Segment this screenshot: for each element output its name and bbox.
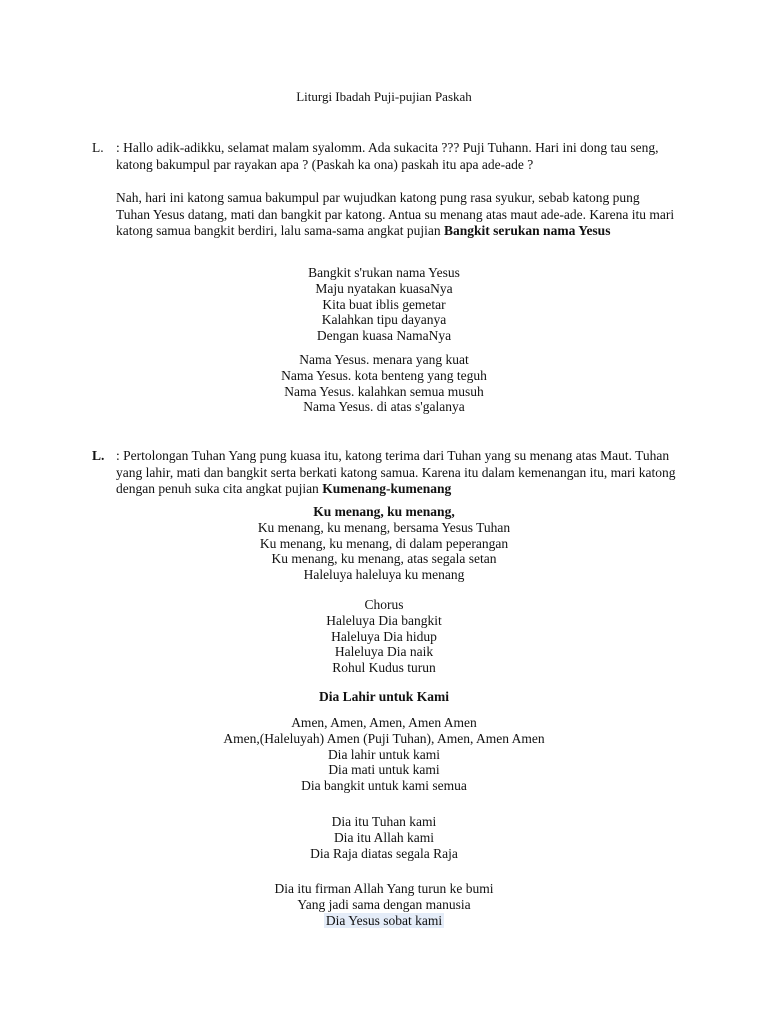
paragraph-text: : Pertolongan Tuhan Yang pung kuasa itu, katong terima dari Tuhan yang su menang atas Maut. Tuhan yang lahir, mati dan bangkit serta berkati katong samua. Karena itu dalam kemenangan itu, mari katong dengan penuh suka cita angkat pujian [116, 448, 676, 496]
lyric-line: Dia itu Allah kami [333, 829, 435, 845]
highlighted-text[interactable]: Dia Yesus sobat kami [325, 912, 443, 928]
lyric-line: Ku menang, ku menang, bersama Yesus Tuhan [257, 519, 511, 535]
lyric-line: Dia mati untuk kami [328, 762, 440, 778]
song-reference: Bangkit serukan nama Yesus [444, 223, 611, 238]
song1-refrain [0, 352, 768, 415]
song-title: Ku menang, ku menang, [313, 504, 455, 519]
lyric-line: Dia itu firman Allah Yang turun ke bumi [274, 881, 494, 896]
lyric-line: Yang jadi sama dengan manusia [297, 896, 471, 912]
leader-paragraph-1: : Hallo adik-adikku, selamat malam syalomm. Ada sukacita ??? Puji Tuhann. Hari ini dong tau seng, katong bakumpul par rayakan apa ? (Paskah ka ona) paskah itu apa ade-ade ? [116, 140, 659, 172]
song-title: Dia Lahir untuk Kami [319, 689, 449, 704]
song3-verse3 [0, 881, 768, 928]
lyric-line: Haleluya Dia naik [334, 644, 434, 660]
song3-title-block [0, 689, 768, 705]
lyric-line: Dia Raja diatas segala Raja [310, 845, 458, 861]
lyric-line: Nama Yesus. kota benteng yang teguh [281, 367, 487, 383]
lyric-line: Dia lahir untuk kami [327, 746, 441, 762]
leader-marker: L. [92, 448, 105, 463]
lyric-line: Ku menang, ku menang, di dalam peperangan [259, 535, 509, 551]
lyric-line: Ku menang, ku menang, atas segala setan [271, 551, 497, 567]
lyric-line: Kita buat iblis gemetar [322, 296, 446, 312]
lyric-line: Amen, Amen, Amen, Amen Amen [291, 715, 477, 730]
leader-paragraph-3 [116, 448, 676, 498]
song-reference: Kumenang-kumenang [322, 481, 452, 496]
page-title: Liturgi Ibadah Puji-pujian Paskah [296, 89, 472, 104]
leader-marker: L. [92, 140, 104, 155]
song1-verse [0, 265, 768, 344]
song2-verse [0, 504, 768, 583]
lyric-line: Dia bangkit untuk kami semua [301, 778, 467, 794]
lyric-line: Dengan kuasa NamaNya [316, 328, 452, 344]
lyric-line: Dia itu Tuhan kami [331, 814, 437, 829]
song3-verse1 [0, 715, 768, 794]
paragraph-text: Nah, hari ini katong samua bakumpul par wujudkan katong pung rasa syukur, sebab katong pung Tuhan Yesus datang, mati dan bangkit par katong. Antua su menang atas maut ade-ade. Karena itu mari katong samua bangkit berdiri, lalu sama-sama angkat pujian [116, 190, 675, 238]
lyric-line: Nama Yesus. di atas s'galanya [303, 399, 465, 415]
lyric-line: Kalahkan tipu dayanya [321, 312, 447, 328]
leader-paragraph-2 [116, 190, 676, 240]
lyric-line: Rohul Kudus turun [332, 660, 436, 676]
lyric-line: Maju nyatakan kuasaNya [315, 280, 453, 296]
lyric-line: Haleluya Dia bangkit [326, 612, 442, 628]
lyric-line: Amen,(Haleluyah) Amen (Puji Tuhan), Amen, Amen Amen [223, 730, 545, 746]
song3-verse2 [0, 814, 768, 861]
lyric-line: Bangkit s'rukan nama Yesus [308, 265, 460, 280]
lyric-line: Haleluya Dia hidup [331, 628, 437, 644]
song2-chorus [0, 597, 768, 676]
lyric-line: Nama Yesus. menara yang kuat [299, 352, 469, 367]
lyric-line [0, 913, 768, 929]
lyric-line: Haleluya haleluya ku menang [303, 567, 465, 583]
lyric-line: Nama Yesus. kalahkan semua musuh [284, 383, 484, 399]
chorus-label: Chorus [364, 597, 404, 612]
